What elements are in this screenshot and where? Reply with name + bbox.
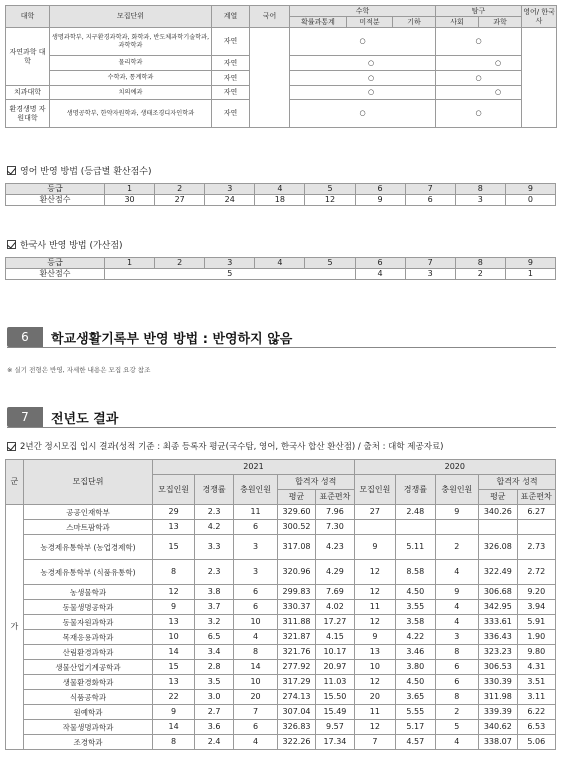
table-cell: 11.03 xyxy=(316,675,354,690)
table-row xyxy=(6,615,556,630)
col-quota: 모집인원 xyxy=(153,475,195,505)
dept-name: 농생물학과 xyxy=(23,585,153,600)
table-row xyxy=(6,690,556,705)
table-cell: 321.87 xyxy=(277,630,315,645)
table-cell: 6 xyxy=(435,660,479,675)
col-extra: 충원인원 xyxy=(435,475,479,505)
grade: 9 xyxy=(505,258,555,269)
score: 18 xyxy=(255,195,305,206)
table-cell xyxy=(354,520,396,535)
science-mark: ○ xyxy=(436,86,522,100)
table-cell: 7 xyxy=(234,705,278,720)
section-number: 7 xyxy=(7,407,43,427)
subject-reflection-table xyxy=(5,5,557,128)
table-cell: 17.34 xyxy=(316,735,354,750)
dept-name: 농경제유통학부 (농업경제학) xyxy=(23,535,153,560)
grade-header: 등급 xyxy=(6,258,105,269)
table-cell: 4.02 xyxy=(316,600,354,615)
table-cell: 8 xyxy=(234,645,278,660)
unit-cell: 치의예과 xyxy=(50,86,212,100)
grade: 4 xyxy=(255,258,305,269)
table-cell: 5 xyxy=(435,720,479,735)
col-college: 대학 xyxy=(6,6,50,28)
table-cell: 14 xyxy=(234,660,278,675)
dept-name: 농경제유통학부 (식품유통학) xyxy=(23,560,153,585)
table-cell: 20.97 xyxy=(316,660,354,675)
grade: 2 xyxy=(155,184,205,195)
col-quota: 모집인원 xyxy=(354,475,396,505)
table-cell: 4 xyxy=(234,735,278,750)
table-row xyxy=(6,660,556,675)
table-cell: 9 xyxy=(153,705,195,720)
dept-name: 작물생명과학과 xyxy=(23,720,153,735)
table-cell: 4.31 xyxy=(517,660,555,675)
table-cell: 3.58 xyxy=(396,615,435,630)
table-cell: 1.90 xyxy=(517,630,555,645)
col-score: 합격자 성적 xyxy=(479,475,556,490)
results-table xyxy=(5,459,556,750)
table-row xyxy=(6,560,556,585)
inquiry-mark: ○ xyxy=(436,71,522,86)
table-cell: 15 xyxy=(153,535,195,560)
college-name: 치과대학 xyxy=(6,86,50,100)
section-7-header xyxy=(7,407,118,427)
table-row xyxy=(6,520,556,535)
note-text: ※ 실기 전형은 반영, 자세한 내용은 모집 요강 참조 xyxy=(7,366,151,374)
dept-name: 생물환경화학과 xyxy=(23,675,153,690)
college-name: 자연과학 대학 xyxy=(6,28,50,86)
table-cell xyxy=(396,520,435,535)
table-cell: 340.26 xyxy=(479,505,517,520)
table-row xyxy=(6,600,556,615)
year-2021: 2021 xyxy=(153,460,354,475)
table-cell: 12 xyxy=(153,585,195,600)
table-cell: 329.60 xyxy=(277,505,315,520)
table-cell: 9 xyxy=(153,600,195,615)
table-cell: 9.80 xyxy=(517,645,555,660)
table-cell: 336.43 xyxy=(479,630,517,645)
table-cell: 4.50 xyxy=(396,585,435,600)
table-cell: 15 xyxy=(153,660,195,675)
table-cell: 338.07 xyxy=(479,735,517,750)
table-cell: 339.39 xyxy=(479,705,517,720)
score: 3 xyxy=(405,269,455,280)
korean-cell xyxy=(250,28,290,128)
table-cell: 7.69 xyxy=(316,585,354,600)
table-cell: 13 xyxy=(354,645,396,660)
table-cell: 340.62 xyxy=(479,720,517,735)
table-cell: 14 xyxy=(153,645,195,660)
table-cell: 11 xyxy=(234,505,278,520)
grade: 1 xyxy=(105,184,155,195)
table-cell: 27 xyxy=(354,505,396,520)
track-cell: 자연 xyxy=(212,86,250,100)
table-cell xyxy=(435,520,479,535)
english-grade-table xyxy=(5,183,556,206)
table-cell: 3.94 xyxy=(517,600,555,615)
table-cell: 4.29 xyxy=(316,560,354,585)
math-mark: ○ xyxy=(290,71,436,86)
table-cell: 3.7 xyxy=(194,600,233,615)
table-cell: 6 xyxy=(234,720,278,735)
table-cell: 3.2 xyxy=(194,615,233,630)
table-cell: 10 xyxy=(234,675,278,690)
table-cell: 13 xyxy=(153,615,195,630)
inquiry-mark: ○ xyxy=(436,28,522,56)
table-cell: 3.5 xyxy=(194,675,233,690)
score: 0 xyxy=(505,195,555,206)
table-cell: 2 xyxy=(435,705,479,720)
table-cell: 2.4 xyxy=(194,735,233,750)
table-cell: 11 xyxy=(354,600,396,615)
table-cell: 326.83 xyxy=(277,720,315,735)
table-cell: 3 xyxy=(234,560,278,585)
science-mark: ○ xyxy=(436,56,522,71)
score: 3 xyxy=(455,195,505,206)
table-cell: 4.23 xyxy=(316,535,354,560)
grade: 7 xyxy=(405,184,455,195)
table-cell: 4.15 xyxy=(316,630,354,645)
table-cell: 6 xyxy=(435,675,479,690)
check-icon xyxy=(7,442,16,451)
col-unit: 모집단위 xyxy=(23,460,153,505)
table-cell: 3 xyxy=(435,630,479,645)
col-inquiry: 탐구 xyxy=(436,6,522,17)
table-cell: 306.53 xyxy=(479,660,517,675)
dept-name: 조경학과 xyxy=(23,735,153,750)
table-cell: 323.23 xyxy=(479,645,517,660)
table-cell: 3.8 xyxy=(194,585,233,600)
table-cell: 7.30 xyxy=(316,520,354,535)
grade: 1 xyxy=(105,258,155,269)
table-cell: 342.95 xyxy=(479,600,517,615)
score: 9 xyxy=(355,195,405,206)
col-math-calc: 미적분 xyxy=(347,17,393,28)
table-cell: 20 xyxy=(354,690,396,705)
table-cell: 3.6 xyxy=(194,720,233,735)
table-cell: 4.50 xyxy=(396,675,435,690)
table-cell: 22 xyxy=(153,690,195,705)
dept-name: 원예학과 xyxy=(23,705,153,720)
table-cell: 14 xyxy=(153,720,195,735)
col-science: 과학 xyxy=(479,17,522,28)
table-cell: 300.52 xyxy=(277,520,315,535)
score: 5 xyxy=(105,269,356,280)
table-cell: 12 xyxy=(354,560,396,585)
score-header: 환산점수 xyxy=(6,195,105,206)
check-icon xyxy=(7,166,16,175)
table-cell: 9 xyxy=(354,535,396,560)
table-row xyxy=(6,645,556,660)
table-cell: 4 xyxy=(435,560,479,585)
table-cell: 15.49 xyxy=(316,705,354,720)
table-cell: 3.46 xyxy=(396,645,435,660)
track-cell: 자연 xyxy=(212,28,250,56)
col-avg: 평균 xyxy=(479,490,517,505)
table-cell: 10 xyxy=(234,615,278,630)
math-mark: ○ xyxy=(290,28,436,56)
gun-cell: 가 xyxy=(6,505,24,750)
table-row xyxy=(6,505,556,520)
table-cell: 29 xyxy=(153,505,195,520)
table-cell: 12 xyxy=(354,675,396,690)
table-row xyxy=(6,675,556,690)
table-cell: 2.72 xyxy=(517,560,555,585)
table-cell: 311.88 xyxy=(277,615,315,630)
table-cell: 4.2 xyxy=(194,520,233,535)
check-icon xyxy=(7,240,16,249)
table-cell: 330.37 xyxy=(277,600,315,615)
section-title: 전년도 결과 xyxy=(51,411,119,427)
table-cell: 6 xyxy=(234,520,278,535)
section-number: 6 xyxy=(7,327,43,347)
table-cell: 322.26 xyxy=(277,735,315,750)
table-cell: 9 xyxy=(354,630,396,645)
table-cell: 330.39 xyxy=(479,675,517,690)
table-cell: 6.27 xyxy=(517,505,555,520)
dept-name: 생물산업기계공학과 xyxy=(23,660,153,675)
table-cell: 326.08 xyxy=(479,535,517,560)
dept-name: 동물자원과학과 xyxy=(23,615,153,630)
table-cell: 307.04 xyxy=(277,705,315,720)
table-row xyxy=(6,535,556,560)
score: 1 xyxy=(505,269,555,280)
table-row xyxy=(6,720,556,735)
history-title: 한국사 반영 방법 (가산점) xyxy=(7,238,123,251)
table-cell: 322.49 xyxy=(479,560,517,585)
grade: 3 xyxy=(205,184,255,195)
grade: 7 xyxy=(405,258,455,269)
score: 24 xyxy=(205,195,255,206)
table-cell: 10 xyxy=(354,660,396,675)
unit-cell: 생명공학부, 한약자원학과, 생태조경디자인학과 xyxy=(50,100,212,128)
table-cell: 4.57 xyxy=(396,735,435,750)
table-row xyxy=(6,735,556,750)
col-score: 합격자 성적 xyxy=(277,475,354,490)
col-math-prob: 확률과통계 xyxy=(290,17,347,28)
table-cell: 11 xyxy=(354,705,396,720)
table-cell: 2 xyxy=(435,535,479,560)
grade: 4 xyxy=(255,184,305,195)
table-cell: 2.7 xyxy=(194,705,233,720)
table-cell: 9.20 xyxy=(517,585,555,600)
table-cell: 6 xyxy=(234,585,278,600)
col-gun: 군 xyxy=(6,460,24,505)
table-cell: 20 xyxy=(234,690,278,705)
table-cell: 10.17 xyxy=(316,645,354,660)
table-cell: 5.17 xyxy=(396,720,435,735)
table-cell: 2.3 xyxy=(194,560,233,585)
divider xyxy=(7,347,556,348)
table-cell: 2.8 xyxy=(194,660,233,675)
table-cell: 13 xyxy=(153,520,195,535)
table-cell: 3.51 xyxy=(517,675,555,690)
college-name: 환경생명 자원대학 xyxy=(6,100,50,128)
table-cell: 3 xyxy=(234,535,278,560)
table-cell: 7.96 xyxy=(316,505,354,520)
table-cell: 2.48 xyxy=(396,505,435,520)
table-cell: 3.11 xyxy=(517,690,555,705)
table-cell: 6.53 xyxy=(517,720,555,735)
table-cell: 9 xyxy=(435,585,479,600)
table-cell: 5.11 xyxy=(396,535,435,560)
table-cell: 6.5 xyxy=(194,630,233,645)
english-cell xyxy=(522,28,557,128)
col-sd: 표준편차 xyxy=(316,490,354,505)
grade: 9 xyxy=(505,184,555,195)
table-cell: 3.55 xyxy=(396,600,435,615)
dept-name: 산림환경과학과 xyxy=(23,645,153,660)
col-korean: 국어 xyxy=(250,6,290,28)
score: 30 xyxy=(105,195,155,206)
unit-cell: 물리학과 xyxy=(50,56,212,71)
english-title: 영어 반영 방법 (등급별 환산점수) xyxy=(7,164,152,177)
table-cell: 306.68 xyxy=(479,585,517,600)
section-6-header xyxy=(7,327,292,347)
math-mark: ○ xyxy=(290,86,436,100)
table-cell: 8 xyxy=(153,735,195,750)
section-title: 학교생활기록부 반영 방법 : 반영하지 않음 xyxy=(51,331,293,347)
table-cell: 3.4 xyxy=(194,645,233,660)
col-avg: 평균 xyxy=(277,490,315,505)
table-cell: 317.08 xyxy=(277,535,315,560)
table-cell: 8 xyxy=(153,560,195,585)
track-cell: 자연 xyxy=(212,71,250,86)
grade: 8 xyxy=(455,258,505,269)
score: 27 xyxy=(155,195,205,206)
score: 4 xyxy=(355,269,405,280)
table-cell: 3.0 xyxy=(194,690,233,705)
grade: 3 xyxy=(205,258,255,269)
dept-name: 동물생명공학과 xyxy=(23,600,153,615)
table-cell: 5.06 xyxy=(517,735,555,750)
table-cell: 15.50 xyxy=(316,690,354,705)
table-cell: 8.58 xyxy=(396,560,435,585)
grade: 5 xyxy=(305,184,355,195)
table-cell: 9 xyxy=(435,505,479,520)
table-cell xyxy=(517,520,555,535)
table-cell: 13 xyxy=(153,675,195,690)
year-2020: 2020 xyxy=(354,460,555,475)
col-math-geom: 기하 xyxy=(393,17,436,28)
table-cell: 3.3 xyxy=(194,535,233,560)
table-cell: 3.80 xyxy=(396,660,435,675)
table-cell: 321.76 xyxy=(277,645,315,660)
grade: 6 xyxy=(355,258,405,269)
table-cell: 274.13 xyxy=(277,690,315,705)
grade: 2 xyxy=(155,258,205,269)
col-social: 사회 xyxy=(436,17,479,28)
dept-name: 스마트팜학과 xyxy=(23,520,153,535)
table-cell: 12 xyxy=(354,720,396,735)
grade: 6 xyxy=(355,184,405,195)
table-row xyxy=(6,705,556,720)
table-cell: 4 xyxy=(435,600,479,615)
math-mark: ○ xyxy=(290,100,436,128)
table-cell: 3.65 xyxy=(396,690,435,705)
table-cell: 277.92 xyxy=(277,660,315,675)
math-mark: ○ xyxy=(290,56,436,71)
table-cell: 2.73 xyxy=(517,535,555,560)
inquiry-mark: ○ xyxy=(436,100,522,128)
table-row xyxy=(6,585,556,600)
table-cell: 4.22 xyxy=(396,630,435,645)
table-cell xyxy=(479,520,517,535)
table-cell: 4 xyxy=(435,615,479,630)
col-sd: 표준편차 xyxy=(517,490,555,505)
unit-cell: 수학과, 통계학과 xyxy=(50,71,212,86)
col-competition: 경쟁률 xyxy=(194,475,233,505)
history-grade-table xyxy=(5,257,556,280)
table-row xyxy=(6,630,556,645)
table-cell: 9.57 xyxy=(316,720,354,735)
dept-name: 목재응용과학과 xyxy=(23,630,153,645)
track-cell: 자연 xyxy=(212,56,250,71)
table-cell: 333.61 xyxy=(479,615,517,630)
divider xyxy=(7,427,556,428)
table-cell: 4 xyxy=(435,735,479,750)
score-header: 환산점수 xyxy=(6,269,105,280)
table-cell: 10 xyxy=(153,630,195,645)
table-cell: 4 xyxy=(234,630,278,645)
table-cell: 17.27 xyxy=(316,615,354,630)
table-cell: 8 xyxy=(435,690,479,705)
col-math: 수학 xyxy=(290,6,436,17)
unit-cell: 생명과학부, 지구환경과학과, 화학과, 반도체과학기술학과, 과학학과 xyxy=(50,28,212,56)
table-cell: 6.22 xyxy=(517,705,555,720)
grade: 5 xyxy=(305,258,355,269)
results-title: 2년간 정시모집 입시 결과(성적 기준 : 최종 등록자 평균(국수탐, 영어, 한국사 합산 환산점) / 출처 : 대학 제공자료) xyxy=(7,440,443,452)
table-cell: 320.96 xyxy=(277,560,315,585)
table-cell: 5.91 xyxy=(517,615,555,630)
score: 2 xyxy=(455,269,505,280)
table-cell: 299.83 xyxy=(277,585,315,600)
table-cell: 8 xyxy=(435,645,479,660)
table-cell: 5.55 xyxy=(396,705,435,720)
table-cell: 6 xyxy=(234,600,278,615)
col-track: 계열 xyxy=(212,6,250,28)
dept-name: 공공인재학부 xyxy=(23,505,153,520)
col-competition: 경쟁률 xyxy=(396,475,435,505)
table-cell: 7 xyxy=(354,735,396,750)
dept-name: 식품공학과 xyxy=(23,690,153,705)
table-cell: 317.29 xyxy=(277,675,315,690)
table-cell: 12 xyxy=(354,615,396,630)
col-extra: 충원인원 xyxy=(234,475,278,505)
score: 12 xyxy=(305,195,355,206)
grade: 8 xyxy=(455,184,505,195)
col-unit: 모집단위 xyxy=(50,6,212,28)
track-cell: 자연 xyxy=(212,100,250,128)
col-english-history: 영어/ 한국사 xyxy=(522,6,557,28)
table-cell: 12 xyxy=(354,585,396,600)
grade-header: 등급 xyxy=(6,184,105,195)
table-cell: 2.3 xyxy=(194,505,233,520)
score: 6 xyxy=(405,195,455,206)
table-cell: 311.98 xyxy=(479,690,517,705)
